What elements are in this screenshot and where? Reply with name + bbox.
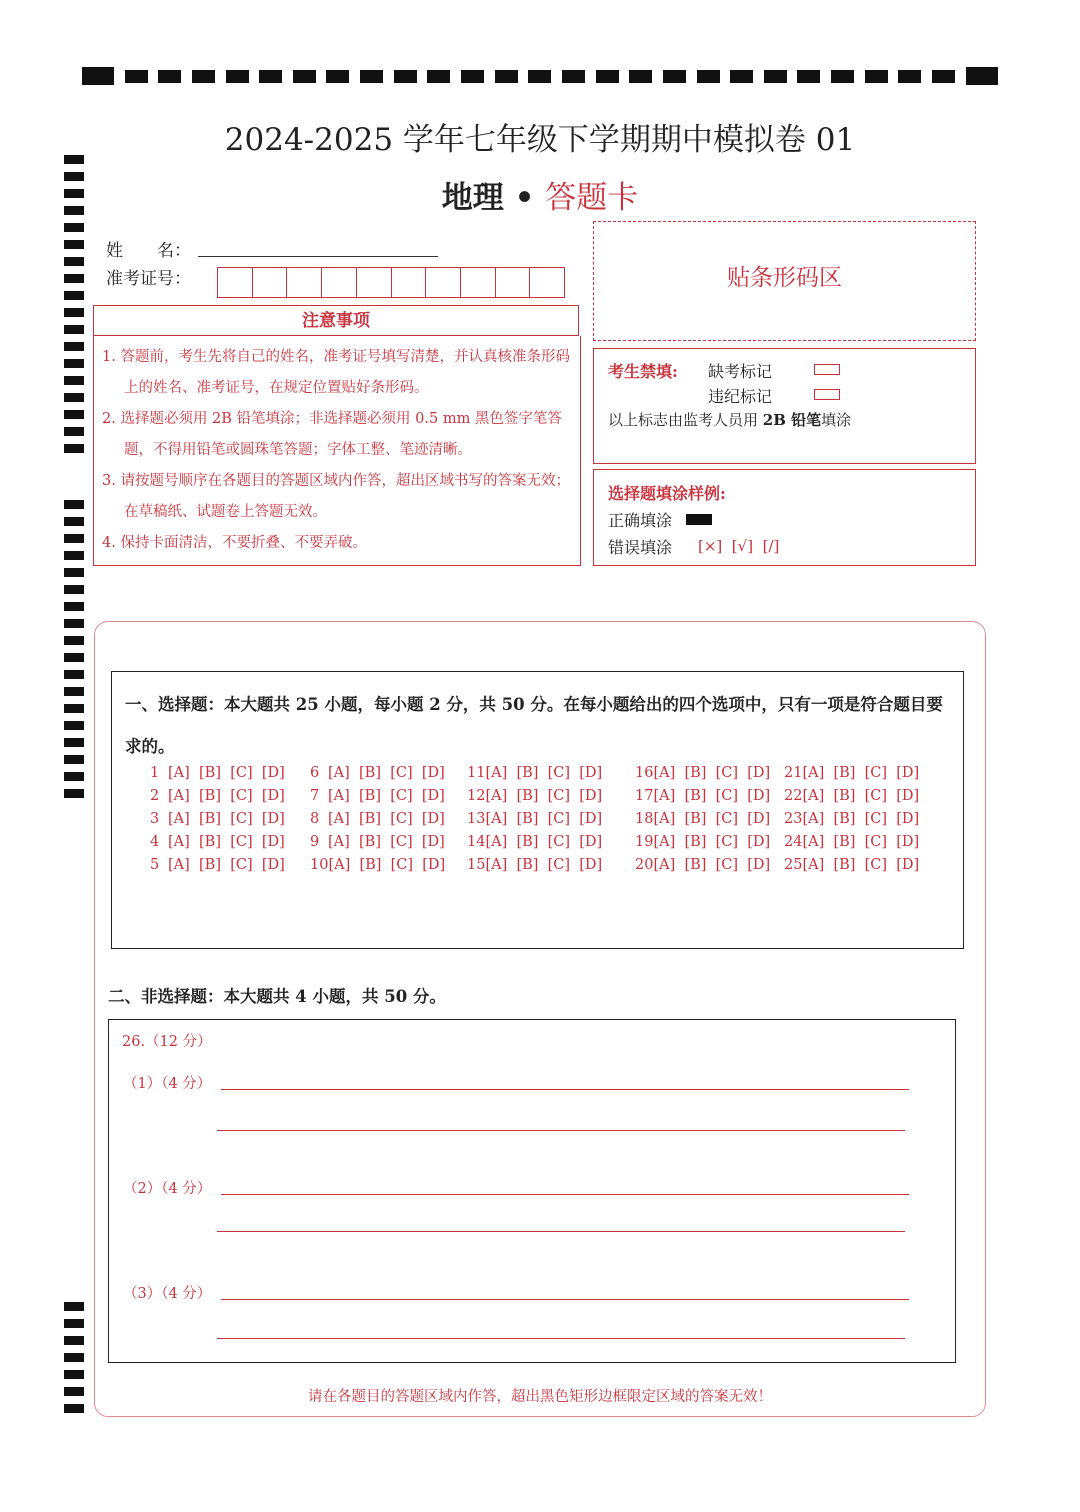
question-number: 25 — [784, 857, 803, 873]
option-bubbles[interactable]: [A] [B] [C] [D] — [802, 788, 920, 804]
answer-line[interactable] — [221, 1299, 909, 1300]
question-number: 8 — [310, 811, 320, 827]
notice-item: 4. 保持卡面清洁，不要折叠、不要弄破。 — [102, 535, 367, 551]
id-label: 准考证号： — [106, 269, 191, 289]
choice-question[interactable] — [467, 831, 635, 854]
name-field[interactable] — [198, 256, 438, 257]
choice-question[interactable] — [150, 831, 310, 854]
option-bubbles[interactable]: [A] [B] [C] [D] — [802, 834, 920, 850]
choice-question[interactable] — [310, 808, 467, 831]
choice-question[interactable] — [784, 762, 924, 785]
choice-question[interactable] — [150, 762, 310, 785]
choice-instruction: 一、选择题：本大题共 25 小题，每小题 2 分，共 50 分。在每小题给出的四个选项中，只有一项是符合题目要求的。 — [125, 695, 943, 756]
question-number: 19 — [635, 834, 654, 850]
notice-heading: 注意事项 — [93, 305, 579, 336]
option-bubbles[interactable]: [A] [B] [C] [D] — [485, 788, 603, 804]
answer-line[interactable] — [221, 1194, 909, 1195]
option-bubbles[interactable]: [A] [B] [C] [D] — [328, 788, 445, 804]
barcode-area: 贴条形码区 — [593, 221, 976, 341]
option-bubbles[interactable]: [A] [B] [C] [D] — [485, 834, 603, 850]
notice-item: 2. 选择题必须用 2B 铅笔填涂；非选择题必须用 0.5 mm 黑色签字笔答题，不得用铅笔或圆珠笔答题；字体工整、笔迹清晰。 — [102, 411, 562, 458]
part-label: （2）（4 分） — [123, 1181, 212, 1197]
timing-marks-left-middle — [64, 500, 86, 806]
choice-question[interactable] — [784, 831, 924, 854]
answer-line[interactable] — [217, 1338, 905, 1339]
question-number: 20 — [635, 857, 654, 873]
choice-grid — [150, 762, 924, 877]
violation-mark-box — [814, 389, 840, 400]
choice-question[interactable] — [784, 785, 924, 808]
choice-question[interactable] — [467, 762, 635, 785]
question-number: 12 — [467, 788, 486, 804]
subtitle-bullet: • — [514, 180, 535, 216]
correct-fill-label: 正确填涂 — [608, 511, 673, 530]
wrong-fill-marks: [×] [√] [/] — [698, 537, 780, 555]
option-bubbles[interactable]: [A] [B] [C] [D] — [328, 765, 445, 781]
choice-question[interactable] — [635, 808, 784, 831]
option-bubbles[interactable]: [A] [B] [C] [D] — [328, 834, 445, 850]
option-bubbles[interactable]: [A] [B] [C] [D] — [168, 811, 285, 827]
question-number: 3 — [150, 811, 160, 827]
question-number: 5 — [150, 857, 160, 873]
option-bubbles[interactable]: [A] [B] [C] [D] — [485, 765, 603, 781]
option-bubbles[interactable]: [A] [B] [C] [D] — [653, 811, 771, 827]
option-bubbles[interactable]: [A] [B] [C] [D] — [328, 857, 446, 873]
option-bubbles[interactable]: [A] [B] [C] [D] — [802, 857, 920, 873]
absent-label: 缺考标记 — [708, 362, 773, 381]
option-bubbles[interactable]: [A] [B] [C] [D] — [168, 788, 285, 804]
id-number-boxes[interactable] — [217, 267, 565, 298]
option-bubbles[interactable]: [A] [B] [C] [D] — [168, 857, 285, 873]
notice-item: 3. 请按题号顺序在各题目的答题区域内作答，超出区域书写的答案无效；在草稿纸、试题卷上答题无效。 — [102, 473, 570, 520]
part-label: （1）（4 分） — [123, 1076, 212, 1092]
choice-question[interactable] — [150, 808, 310, 831]
question-number: 7 — [310, 788, 320, 804]
choice-question[interactable] — [467, 785, 635, 808]
question-number: 6 — [310, 765, 320, 781]
timing-marks-top — [82, 67, 998, 85]
choice-question[interactable] — [310, 762, 467, 785]
choice-question[interactable] — [150, 854, 310, 877]
option-bubbles[interactable]: [A] [B] [C] [D] — [802, 811, 920, 827]
page-subtitle — [0, 172, 1080, 217]
footer-note: 请在各题目的答题区域内作答，超出黑色矩形边框限定区域的答案无效！ — [308, 1389, 772, 1405]
answer-line[interactable] — [221, 1089, 909, 1090]
prohibit-note — [608, 409, 851, 430]
page-title: 2024-2025 学年七年级下学期期中模拟卷 01 — [224, 122, 856, 158]
choice-question[interactable] — [150, 785, 310, 808]
choice-question[interactable] — [310, 854, 467, 877]
choice-question[interactable] — [635, 831, 784, 854]
question-number: 1 — [150, 765, 160, 781]
option-bubbles[interactable]: [A] [B] [C] [D] — [485, 857, 603, 873]
option-bubbles[interactable]: [A] [B] [C] [D] — [653, 765, 771, 781]
prohibit-note-prefix: 以上标志由监考人员用 — [608, 411, 759, 429]
question-number: 23 — [784, 811, 803, 827]
option-bubbles[interactable]: [A] [B] [C] [D] — [168, 834, 285, 850]
card-label: 答题卡 — [545, 180, 639, 216]
question-number: 11 — [467, 765, 486, 781]
question-number: 2 — [150, 788, 160, 804]
choice-question[interactable] — [635, 762, 784, 785]
option-bubbles[interactable]: [A] [B] [C] [D] — [653, 857, 771, 873]
q26-label: 26.（12 分） — [122, 1034, 212, 1050]
question-number: 9 — [310, 834, 320, 850]
prohibit-heading: 考生禁填: — [608, 362, 678, 381]
choice-question[interactable] — [310, 785, 467, 808]
wrong-fill-label: 错误填涂 — [608, 538, 673, 557]
sample-heading: 选择题填涂样例: — [608, 484, 726, 503]
choice-question[interactable] — [784, 808, 924, 831]
correct-fill-mark — [686, 514, 712, 525]
prohibit-note-bold: 2B 铅笔 — [762, 411, 822, 429]
question-number: 22 — [784, 788, 803, 804]
option-bubbles[interactable]: [A] [B] [C] [D] — [653, 788, 771, 804]
question-number: 16 — [635, 765, 654, 781]
part-label: （3）（4 分） — [123, 1286, 212, 1302]
choice-question[interactable] — [310, 831, 467, 854]
notice-body — [93, 336, 581, 566]
choice-question[interactable] — [467, 808, 635, 831]
option-bubbles[interactable]: [A] [B] [C] [D] — [328, 811, 445, 827]
nonchoice-instruction: 二、非选择题：本大题共 4 小题，共 50 分。 — [108, 987, 446, 1006]
answer-line[interactable] — [217, 1130, 905, 1131]
question-number: 4 — [150, 834, 160, 850]
notice-item: 1. 答题前，考生先将自己的姓名，准考证号填写清楚，并认真核准条形码上的姓名、准考证号，在规定位置贴好条形码。 — [102, 349, 570, 396]
choice-question[interactable] — [784, 854, 924, 877]
question-number: 13 — [467, 811, 486, 827]
prohibit-note-suffix: 填涂 — [821, 411, 852, 429]
violation-label: 违纪标记 — [708, 387, 773, 406]
question-number: 10 — [310, 857, 329, 873]
question-number: 17 — [635, 788, 654, 804]
fill-sample-box — [593, 469, 976, 566]
option-bubbles[interactable]: [A] [B] [C] [D] — [168, 765, 285, 781]
subject-label: 地理 — [441, 180, 504, 216]
name-label: 姓 名： — [106, 241, 191, 261]
absent-mark-box — [814, 364, 840, 375]
question-number: 14 — [467, 834, 486, 850]
choice-question[interactable] — [635, 854, 784, 877]
question-number: 21 — [784, 765, 803, 781]
question-number: 18 — [635, 811, 654, 827]
question-number: 15 — [467, 857, 486, 873]
choice-question[interactable] — [635, 785, 784, 808]
answer-line[interactable] — [217, 1231, 905, 1232]
choice-question[interactable] — [467, 854, 635, 877]
option-bubbles[interactable]: [A] [B] [C] [D] — [802, 765, 920, 781]
option-bubbles[interactable]: [A] [B] [C] [D] — [653, 834, 771, 850]
q26-answer-box — [108, 1019, 956, 1363]
examiner-only-box — [593, 348, 976, 464]
question-number: 24 — [784, 834, 803, 850]
option-bubbles[interactable]: [A] [B] [C] [D] — [485, 811, 603, 827]
